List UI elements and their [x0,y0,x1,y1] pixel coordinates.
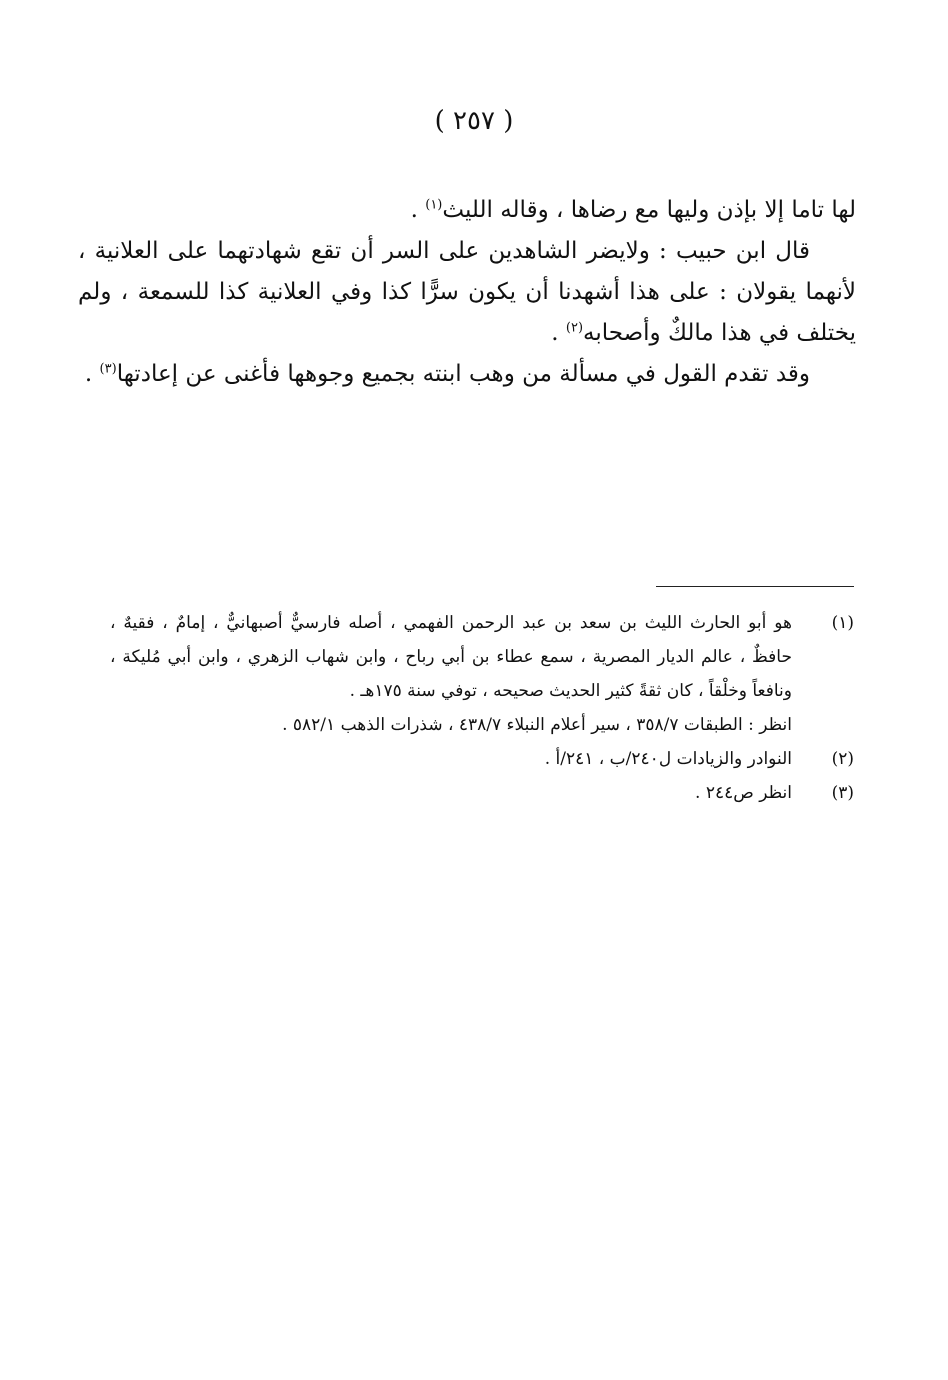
paragraph-2-text: قال ابن حبيب : ولايضر الشاهدين على السر أن تقع شهادتهما على العلانية ، لأنهما يقولان : على هذا أشهدنا أن يكون سرًّا كذا وفي العلانية كذا للسمعة ، ولم يختلف في هذا مالكٌ وأصحابه [78,238,856,346]
footnote-text: انظر : الطبقات ٣٥٨/٧ ، سير أعلام النبلاء ٤٣٨/٧ ، شذرات الذهب ٥٨٢/١ . [282,715,792,735]
footnote-number-spacer [792,708,854,742]
footnotes [110,606,854,810]
footnote-number: (٢) [831,749,854,769]
footnote-text: انظر ص٢٤٤ . [695,783,792,803]
footnote-ref-2: (٢) [565,320,584,336]
paragraph-1-text: لها تاما إلا بإذن وليها مع رضاها ، وقاله الليث [442,197,856,223]
footnote-1-sources [110,708,854,742]
main-text [78,190,856,395]
footnote-ref-1: (١) [425,197,443,213]
footnote-separator [656,586,854,587]
paragraph-1 [78,190,856,231]
footnote-2 [110,742,854,776]
footnote-ref-3: (٣) [99,361,117,377]
page-number: ( ٢٥٧ ) [434,106,514,136]
footnote-3 [110,776,854,810]
footnote-1 [110,606,854,708]
paragraph-2 [78,231,856,354]
footnote-number: (١) [831,613,854,633]
footnote-text: النوادر والزيادات ل٢٤٠/ب ، ٢٤١/أ . [544,749,792,769]
paragraph-3-end: . [84,361,100,387]
paragraph-1-end: . [410,197,426,223]
paragraph-3-text: وقد تقدم القول في مسألة من وهب ابنته بجميع وجوهها فأغنى عن إعادتها [116,361,810,387]
footnote-number: (٣) [831,783,854,803]
footnote-text: هو أبو الحارث الليث بن سعد بن عبد الرحمن الفهمي ، أصله فارسيٌّ أصبهانيٌّ ، إمامٌ ، فقيهٌ ، حافظٌ ، عالم الديار المصرية ، سمع عطاء بن أبي رباح ، وابن شهاب الزهري ، وابن أبي مُليكة ، ونافعاً وخلْقاً ، كان ثقةً كثير الحديث صحيحه ، توفي سنة ١٧٥هـ . [110,613,792,701]
paragraph-2-end: . [551,320,566,346]
paragraph-3 [78,354,856,395]
